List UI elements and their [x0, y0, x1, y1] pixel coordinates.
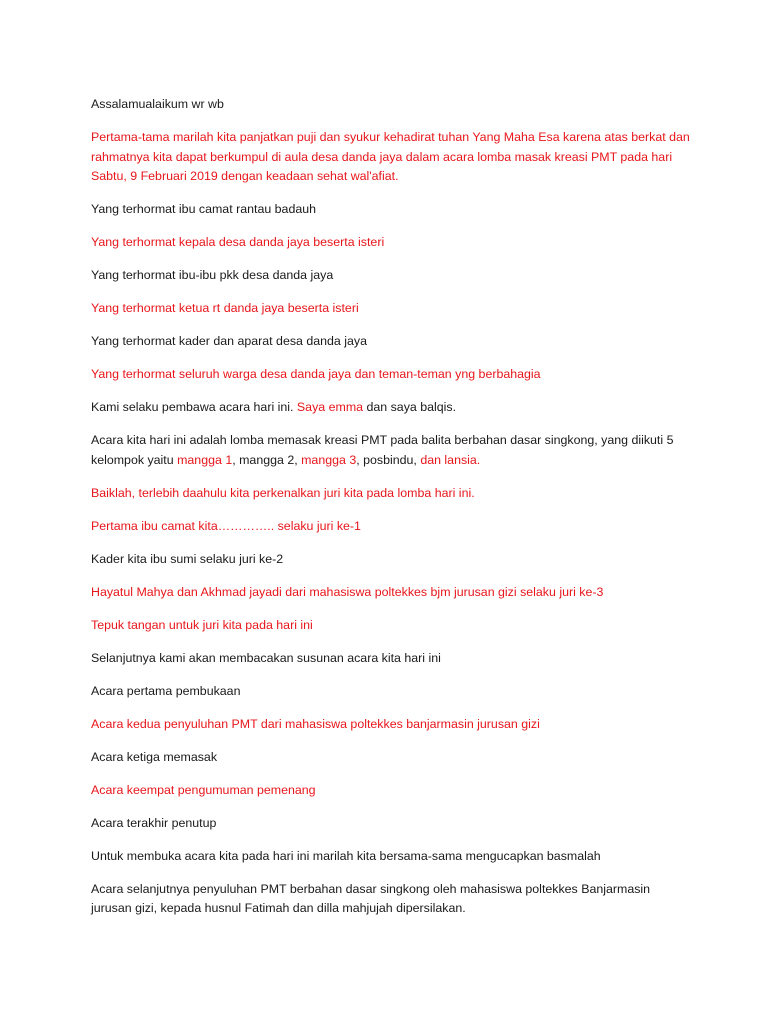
- document-paragraph: [91, 95, 691, 115]
- document-paragraph: [91, 200, 691, 220]
- document-paragraph: [91, 431, 691, 470]
- highlighted-text-segment: Tepuk tangan untuk juri kita pada hari ini: [91, 617, 313, 632]
- highlighted-text-segment: Hayatul Mahya dan Akhmad jayadi dari mahasiswa poltekkes bjm jurusan gizi selaku juri ke-3: [91, 584, 604, 599]
- text-segment: Selanjutnya kami akan membacakan susunan acara kita hari ini: [91, 650, 441, 665]
- highlighted-text-segment: Pertama-tama marilah kita panjatkan puji dan syukur kehadirat tuhan Yang Maha Esa karena atas berkat dan rahmatnya kita dapat berkumpul di aula desa danda jaya dalam acara lomba masak kreasi PMT pada hari Sabtu, 9 Februari 2019 dengan keadaan sehat wal'afiat.: [91, 130, 690, 183]
- document-paragraph: [91, 880, 691, 919]
- document-paragraph: [91, 682, 691, 702]
- text-segment: Untuk membuka acara kita pada hari ini marilah kita bersama-sama mengucapkan basmalah: [91, 848, 601, 863]
- highlighted-text-segment: Yang terhormat seluruh warga desa danda jaya dan teman-teman yng berbahagia: [91, 367, 541, 381]
- document-paragraph: [91, 365, 691, 385]
- text-segment: Assalamualaikum wr wb: [91, 97, 224, 111]
- text-segment: Acara pertama pembukaan: [91, 683, 241, 698]
- text-segment: Acara kita hari ini adalah lomba memasak kreasi PMT pada balita berbahan dasar singkong, yang diikuti 5 kelompok yaitu: [91, 433, 674, 467]
- document-paragraph: [91, 847, 691, 867]
- text-segment: , mangga 2,: [232, 452, 302, 467]
- document-paragraph: [91, 748, 691, 768]
- highlighted-text-segment: mangga 3: [301, 452, 357, 467]
- document-paragraph: [91, 517, 691, 537]
- document-paragraph: [91, 128, 691, 187]
- document-paragraph: [91, 550, 691, 570]
- document-paragraph: [91, 299, 691, 319]
- document-paragraph: [91, 715, 691, 735]
- document-paragraph: [91, 266, 691, 286]
- document-page: [91, 95, 691, 932]
- document-paragraph: [91, 781, 691, 801]
- highlighted-text-segment: Baiklah, terlebih daahulu kita perkenalkan juri kita pada lomba hari ini.: [91, 485, 475, 500]
- document-paragraph: [91, 332, 691, 352]
- text-segment: Acara ketiga memasak: [91, 749, 218, 764]
- text-segment: Acara terakhir penutup: [91, 815, 217, 830]
- text-segment: Kader kita ibu sumi selaku juri ke-2: [91, 551, 284, 566]
- document-paragraph: [91, 398, 691, 418]
- document-paragraph: [91, 649, 691, 669]
- text-segment: Acara selanjutnya penyuluhan PMT berbahan dasar singkong oleh mahasiswa poltekkes Banjarmasin jurusan gizi, kepada husnul Fatimah dan dilla mahjujah dipersilakan.: [91, 881, 651, 915]
- text-segment: , posbindu,: [356, 452, 421, 467]
- highlighted-text-segment: Saya emma: [296, 400, 364, 414]
- highlighted-text-segment: mangga 1: [177, 452, 233, 467]
- document-paragraph: [91, 616, 691, 636]
- text-segment: Kami selaku pembawa acara hari ini.: [91, 400, 297, 414]
- text-segment: dan saya balqis.: [363, 400, 457, 414]
- highlighted-text-segment: Yang terhormat ketua rt danda jaya beserta isteri: [91, 301, 359, 315]
- document-paragraph: [91, 814, 691, 834]
- highlighted-text-segment: Acara kedua penyuluhan PMT dari mahasiswa poltekkes banjarmasin jurusan gizi: [91, 716, 540, 731]
- document-paragraph: [91, 583, 691, 603]
- text-segment: Yang terhormat ibu camat rantau badauh: [91, 202, 317, 216]
- highlighted-text-segment: Pertama ibu camat kita………….. selaku juri ke-1: [91, 518, 361, 533]
- document-paragraph: [91, 233, 691, 253]
- document-paragraph: [91, 484, 691, 504]
- text-segment: Yang terhormat ibu-ibu pkk desa danda jaya: [91, 268, 334, 282]
- highlighted-text-segment: Yang terhormat kepala desa danda jaya beserta isteri: [91, 235, 385, 249]
- highlighted-text-segment: Acara keempat pengumuman pemenang: [91, 782, 316, 797]
- text-segment: Yang terhormat kader dan aparat desa danda jaya: [91, 334, 367, 348]
- highlighted-text-segment: dan lansia.: [420, 452, 481, 467]
